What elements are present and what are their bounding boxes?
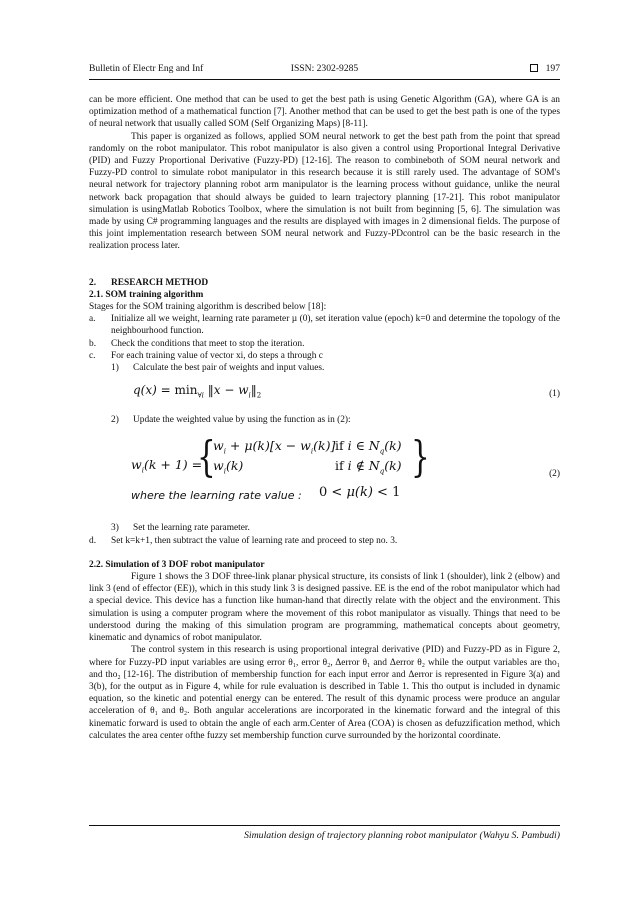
equation-2-case-1: $w_i + \mu(k)[x - w_i(k)]$	[213, 438, 336, 456]
list-marker: b.	[89, 338, 97, 349]
list-text: Set the learning rate parameter.	[133, 523, 250, 534]
equation-2-lhs: $w_i(k + 1)$ =	[131, 457, 203, 475]
list-item	[89, 338, 560, 350]
spacer	[89, 547, 560, 559]
list-marker: 1)	[111, 363, 119, 374]
spacer	[89, 426, 560, 434]
subsection-heading: 2.1. SOM training algorithm	[89, 289, 204, 300]
equation-1-body: $q(x) = \min_{\forall i}$ ‖x − $w_i‖_2$	[133, 383, 262, 400]
paragraph: Stages for the SOM training algorithm is described below [18]:	[89, 302, 327, 313]
list-marker: c.	[89, 350, 96, 361]
spacer	[89, 253, 560, 277]
equation-2	[89, 434, 560, 512]
list-item	[89, 535, 560, 547]
list-text: Update the weighted value by using the function as in (2):	[133, 415, 351, 426]
learning-rate-caption: where the learning rate value :	[131, 489, 302, 503]
section-heading	[89, 277, 560, 289]
paragraph: This paper is organized as follows, applied SOM neural network to get the best path from the point that spread randomly on the robot manipulator. This robot manipulator is also given a control using Proportional Integral Derivative (PID) and Fuzzy Proportional Derivative (Fuzzy-PD) [12-16]. The reason to combineboth of SOM neural network and Fuzzy-PD control to simulate robot manipulator in this research because it is still rarely used. The advantage of SOM's neural network for trajectory planning robot arm manipulator is the learning process without guidance, unlike the neural network back propagation that should always be guided to learn trajectory planning [17-21]. This robot manipulator simulation is usingMatlab Robotics Toolbox, where the simulation is not built from beginning [5, 6]. The simulation was made by using C# programming languages and the results are displayed with images in 2 dimensional fields. The purpose of this joint implementation research between SOM neural network and Fuzzy-PDcontrol can be the basic research in the realization process later.	[89, 131, 560, 252]
list-marker: 2)	[111, 415, 119, 426]
list-marker: d.	[89, 535, 97, 546]
spacer	[89, 512, 560, 522]
equation-2-case-2: $w_i(k)$	[213, 458, 244, 476]
equation-number: (1)	[549, 389, 560, 400]
equation-1	[89, 374, 560, 414]
body-text	[89, 94, 560, 742]
list-text: Check the conditions that meet to stop the iteration.	[111, 338, 305, 349]
page-number: 197	[545, 62, 560, 74]
paragraph: Figure 1 shows the 3 DOF three-link planar physical structure, its consists of link 1 (shoulder), link 2 (elbow) and link 3 (end of effector (EE)), which in this study link 3 is designed passive. EE is the end of the robot manipulator which had a special device. This device has a function like human-hand that directly relate with the object and the environment. This simulation is using a computer program where the movement of this robot manipulator as visually. Things that need to be understood during the making of this simulation program are programming, mathematical concepts about geometry, kinematic and dynamics of robot manipulator.	[89, 572, 560, 644]
right-brace: }	[411, 432, 430, 482]
page-footer: Simulation design of trajectory planning robot manipulator (Wahyu S. Pambudi)	[243, 830, 560, 841]
sub-list-item	[111, 414, 560, 426]
checkbox-square-icon	[530, 64, 538, 72]
list-text: For each training value of vector xi, do steps a through c	[111, 350, 323, 361]
paragraph: The control system in this research is using proportional integral derivative (PID) and Fuzzy-PD as in Figure 2, where for Fuzzy-PD input variables are using error θ₁, error θ₂, Δerror θ₁ and Δerror θ₂ while the output variables are tho₁ and tho₂ [12-16]. The distribution of membership function for each input error and Δerror is represented in Figure 3(a) and 3(b), for the output as in Figure 4, while for rule evaluation is described in Table 1. This tho output is included in dynamic equation, so the kinetic and potential energy can be entered. The result of this dynamic process were produce an angular acceleration of θ₁ and θ₂. Both angular accelerations are incorporated in the kinematic forward and the integral of this kinematic forward is used to obtain the angle of each arm.Center of Area (COA) is chosen as defuzzification method, which calculates the area center ofthe fuzzy set membership function curve surrounded by the horizontal coordinate.	[89, 645, 560, 741]
list-item	[89, 313, 560, 337]
journal-name: Bulletin of Electr Eng and Inf	[89, 62, 204, 74]
subsection-heading: 2.2. Simulation of 3 DOF robot manipulator	[89, 559, 265, 570]
equation-2-cond-1: if i ∈ $N_q(k)$	[335, 438, 402, 456]
issn: ISSN: 2302-9285	[290, 62, 359, 74]
equation-number: (2)	[549, 469, 560, 480]
learning-rate-range: 0 < μ(k) < 1	[319, 485, 401, 501]
page-header	[89, 60, 560, 76]
paragraph: can be more efficient. One method that can be used to get the best path is using Genetic Algorithm (GA), where GA is an optimization method of a mathematical function [7]. Another method that can be used to get the best path is one of the types of neural network that usually called SOM (Self Organizing Maps) [8-11].	[89, 95, 560, 130]
section-title: RESEARCH METHOD	[111, 277, 209, 288]
list-text: Calculate the best pair of weights and input values.	[133, 363, 325, 374]
footer-rule	[89, 825, 560, 826]
equation-2-cond-2: if i ∉ $N_q(k)$	[335, 458, 402, 476]
list-text: Set k=k+1, then subtract the value of learning rate and proceed to step no. 3.	[111, 535, 398, 546]
list-item	[89, 350, 560, 362]
page-number-group	[530, 63, 560, 74]
left-brace: {	[197, 432, 216, 482]
list-text: Initialize all we weight, learning rate parameter µ (0), set iteration value (epoch) k=0 and determine the topology of the neighbourhood function.	[111, 314, 560, 337]
sub-list-item	[111, 522, 560, 534]
section-number: 2.	[89, 277, 97, 288]
sub-list-item	[111, 362, 560, 374]
header-rule	[89, 79, 560, 80]
list-marker: a.	[89, 314, 96, 325]
list-marker: 3)	[111, 523, 119, 534]
